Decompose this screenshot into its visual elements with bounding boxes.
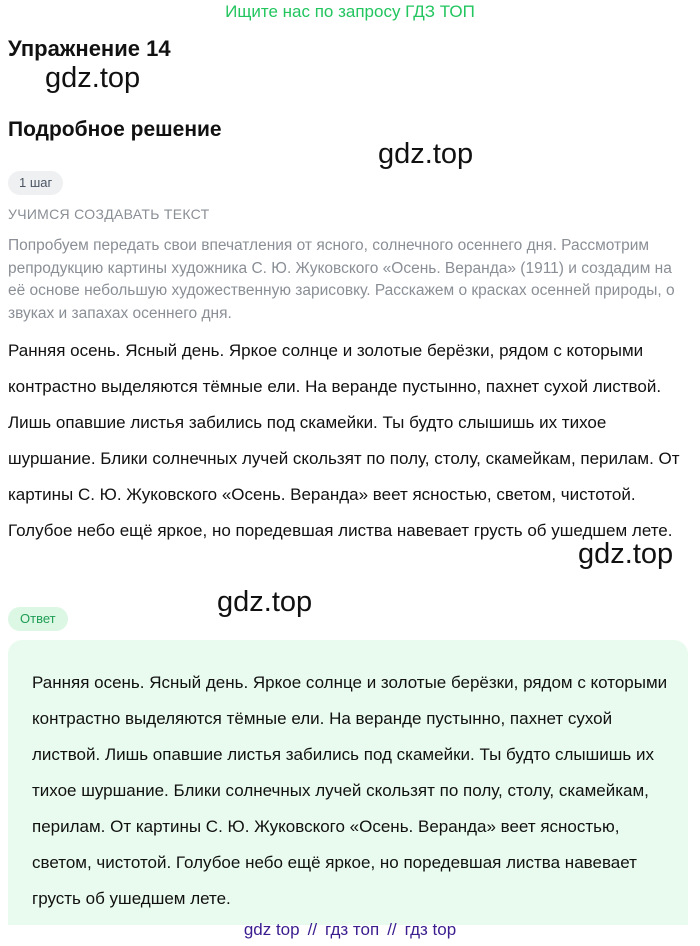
- footer-links: [0, 920, 700, 940]
- solution-title: Подробное решение: [8, 118, 222, 141]
- solution-paragraph: Ранняя осень. Ясный день. Яркое солнце и золотые берёзки, рядом с которыми контрастно выделяются тёмные ели. На веранде пустынно, пахнет сухой листвой. Лишь опавшие листья забились под скамейки. Ты будто слышишь их тихое шуршание. Блики солнечных лучей скользят по полу, столу, скамейкам, перилам. От картины С. Ю. Жуковского «Осень. Веранда» веет ясностью, светом, чистотой. Голубое небо ещё яркое, но поредевшая листва навевает грусть об ушедшем лете.: [8, 341, 680, 540]
- footer-separator: //: [387, 920, 397, 939]
- footer-separator: //: [307, 920, 318, 939]
- promo-banner[interactable]: Ищите нас по запросу ГДЗ ТОП: [225, 2, 475, 21]
- watermark: gdz.top: [45, 62, 141, 94]
- intro-paragraph: Попробуем передать свои впечатления от ясного, солнечного осеннего дня. Рассмотрим репродукцию картины художника С. Ю. Жуковского «Осень. Веранда» (1911) и создадим на её основе небольшую художественную зарисовку. Расскажем о красках осенней природы, о звуках и запахах осеннего дня.: [8, 237, 675, 322]
- footer-link-gdz-top-mixed[interactable]: гдз top: [404, 920, 457, 939]
- footer-link-gdz-top[interactable]: gdz top: [243, 920, 300, 939]
- watermark: gdz.top: [378, 138, 474, 170]
- footer-link-gdz-top-ru[interactable]: гдз топ: [325, 920, 380, 939]
- section-heading: УЧИМСЯ СОЗДАВАТЬ ТЕКСТ: [8, 206, 210, 222]
- step-badge: 1 шаг: [8, 171, 63, 195]
- answer-badge: Ответ: [8, 607, 68, 631]
- answer-paragraph: Ранняя осень. Ясный день. Яркое солнце и золотые берёзки, рядом с которыми контрастно выделяются тёмные ели. На веранде пустынно, пахнет сухой листвой. Лишь опавшие листья забились под скамейки. Ты будто слышишь их тихое шуршание. Блики солнечных лучей скользят по полу, столу, скамейкам, перилам. От картины С. Ю. Жуковского «Осень. Веранда» веет ясностью, светом, чистотой. Голубое небо ещё яркое, но поредевшая листва навевает грусть об ушедшем лете.: [32, 673, 668, 908]
- exercise-title: Упражнение 14: [8, 36, 171, 61]
- watermark: gdz.top: [217, 586, 313, 618]
- watermark: gdz.top: [578, 538, 674, 570]
